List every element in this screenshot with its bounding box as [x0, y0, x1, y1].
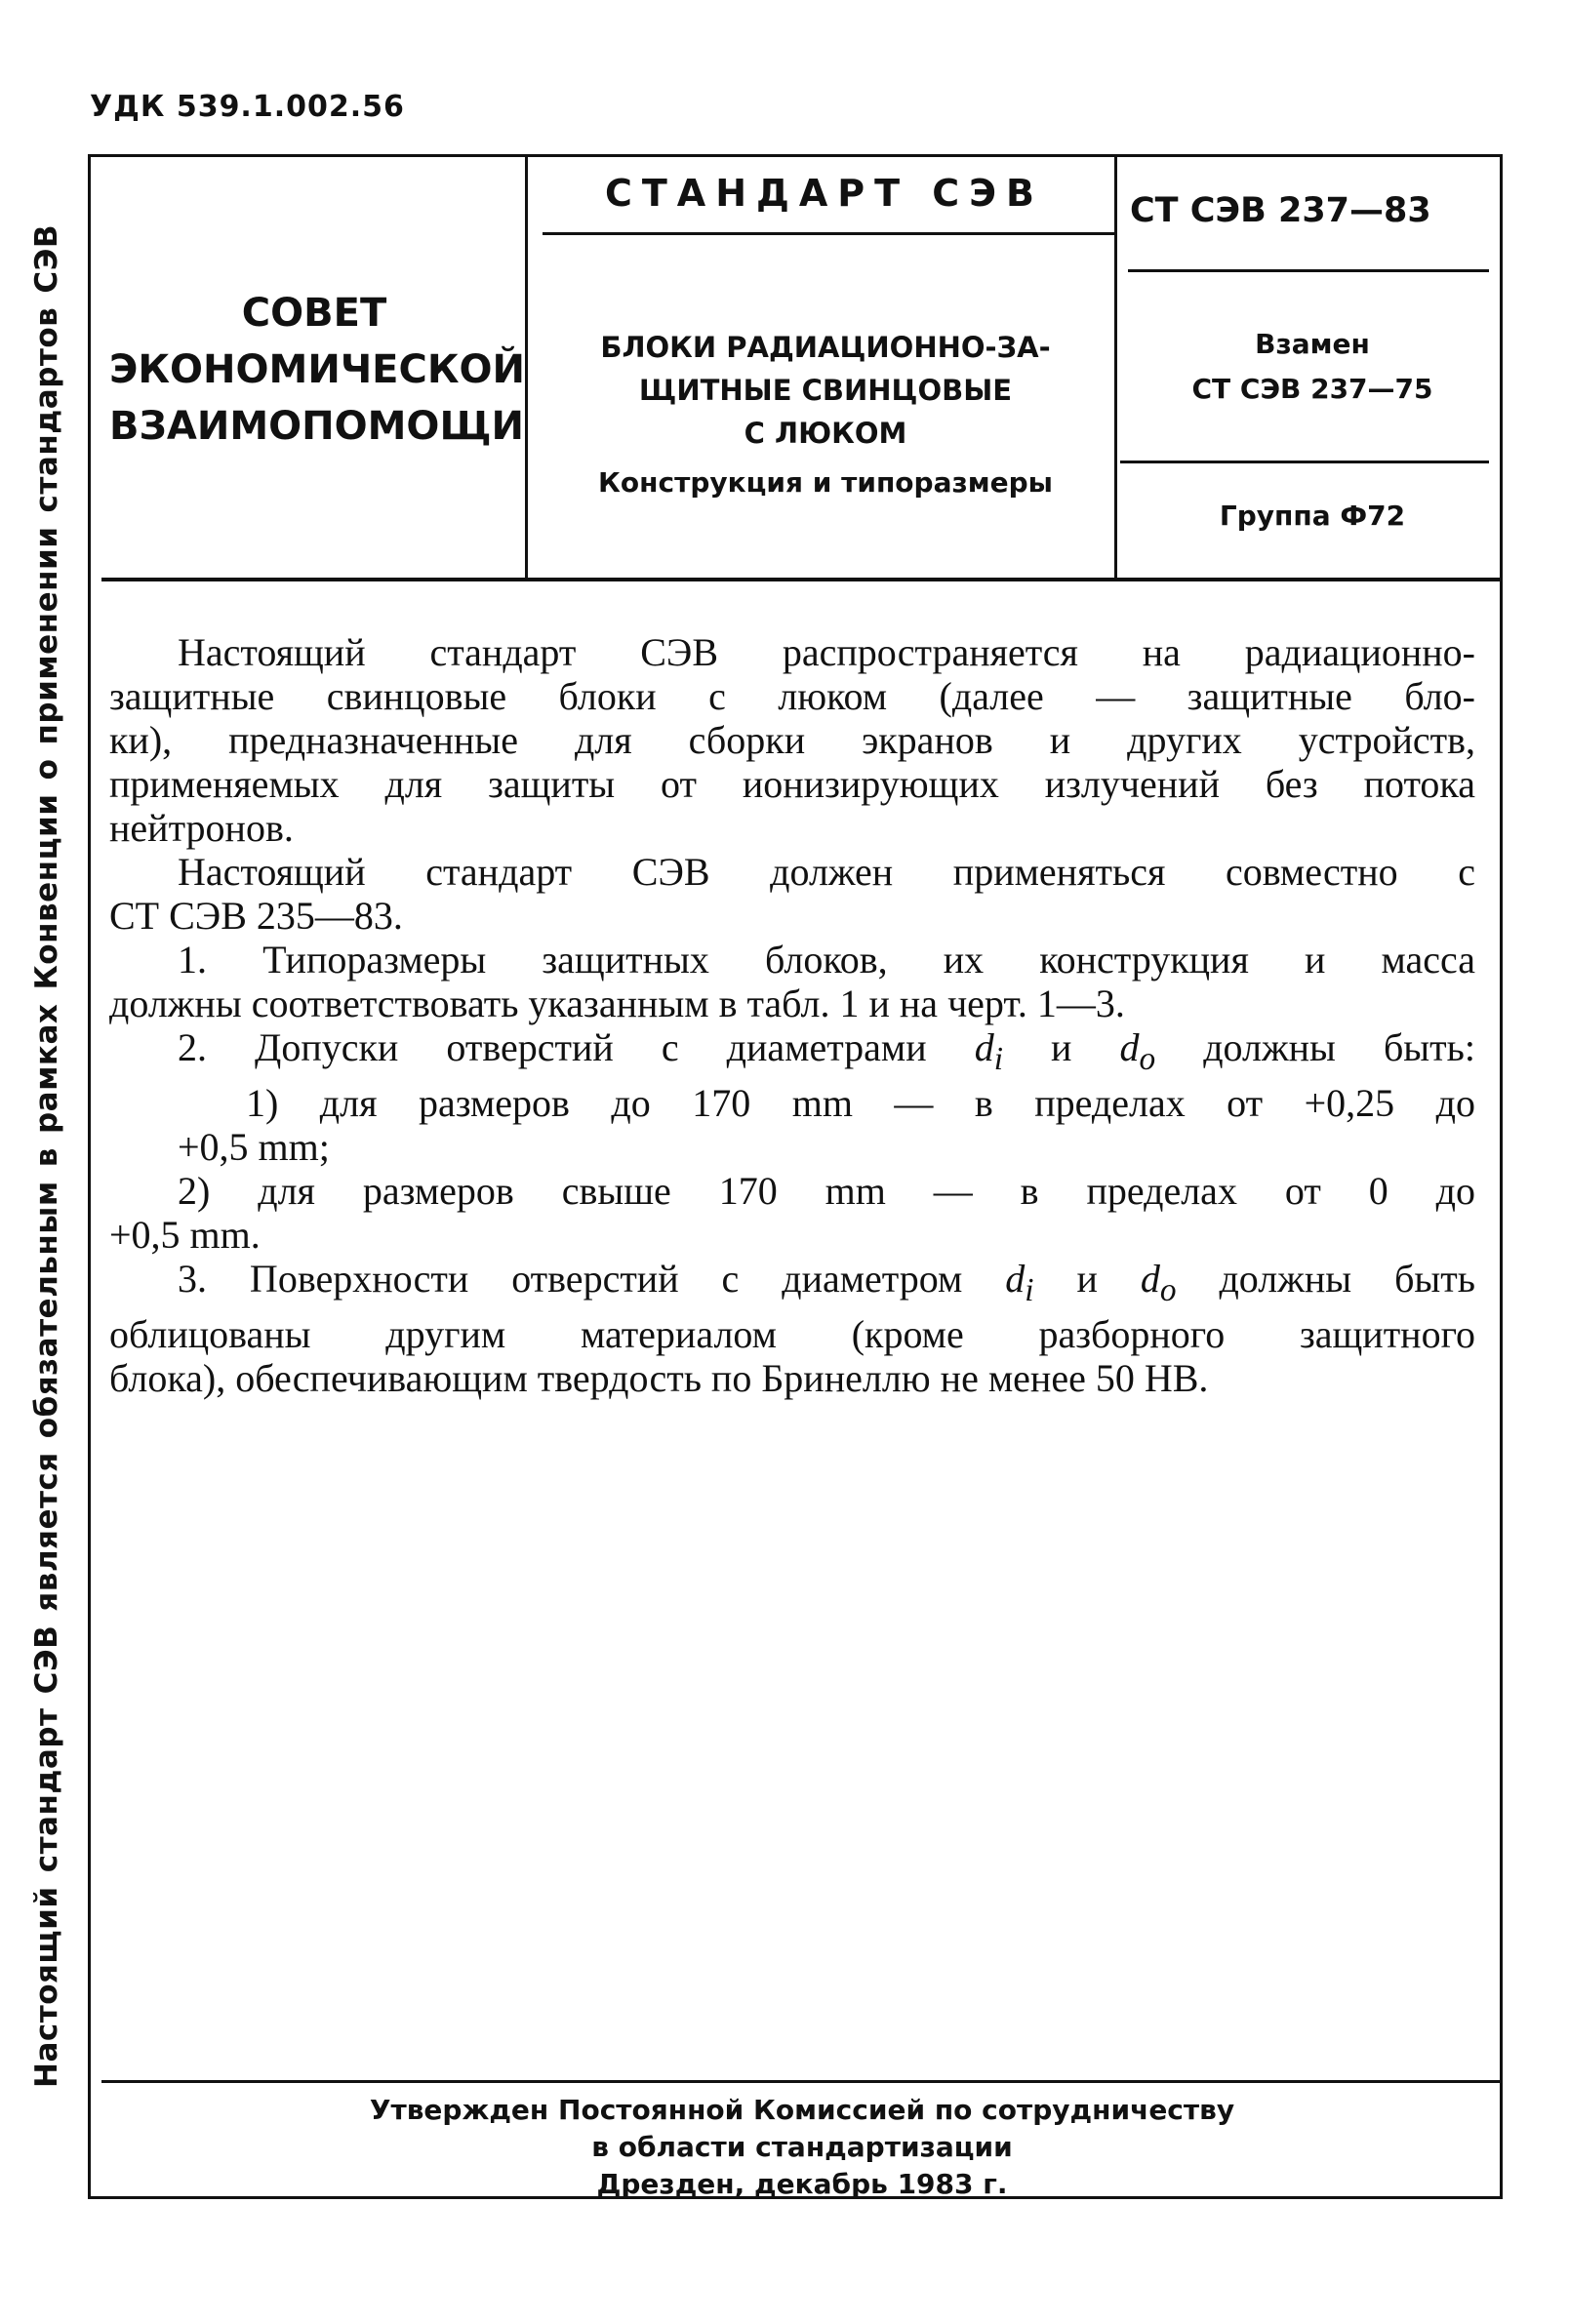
replaces-underline	[1120, 461, 1489, 463]
diameter-symbol: d	[1005, 1257, 1026, 1301]
diameter-subscript: i	[1025, 1272, 1034, 1308]
replaces-line: СТ СЭВ 237—75	[1191, 373, 1433, 405]
approval-line: в области стандартизации	[591, 2131, 1013, 2163]
body-line: облицованы другим материалом (кроме разборного защитного	[109, 1312, 1475, 1356]
standard-title	[543, 326, 1108, 455]
diameter-subscript: o	[1139, 1041, 1156, 1077]
group-code: Группа Ф72	[1219, 500, 1406, 532]
body-line: применяемых для защиты от ионизирующих излучений без потока	[109, 762, 1475, 806]
udk-code: УДК 539.1.002.56	[90, 90, 405, 124]
body-fragment: 3. Поверхности отверстий с диаметром	[178, 1257, 963, 1301]
body-line-surfaces	[109, 1257, 1475, 1312]
council-name	[109, 285, 525, 455]
code-underline	[1128, 269, 1489, 272]
replaces-line: Взамен	[1255, 328, 1370, 360]
body-fragment: 2. Допуски отверстий с диаметрами	[178, 1025, 927, 1069]
replaces-standard	[1132, 322, 1493, 412]
body-line: должны соответствовать указанным в табл. 1 и на черт. 1—3.	[109, 982, 1125, 1025]
body-line: +0,5 mm;	[178, 1125, 330, 1169]
body-line: Настоящий стандарт СЭВ распространяется на радиационно-	[178, 630, 1475, 674]
diameter-subscript: o	[1159, 1272, 1177, 1308]
header-divider-right	[1114, 154, 1117, 578]
approval-line: Утвержден Постоянной Комиссией по сотрудничеству	[369, 2094, 1235, 2126]
body-text	[109, 630, 1475, 1400]
diameter-subscript: i	[993, 1041, 1003, 1077]
body-line: 1) для размеров до 170 mm — в пределах от +0,25 до	[246, 1081, 1475, 1125]
body-line: 1. Типоразмеры защитных блоков, их конструкция и масса	[178, 938, 1475, 982]
council-line: ВЗАИМОПОМОЩИ	[109, 404, 524, 449]
body-line: 2) для размеров свыше 170 mm — в пределах от 0 до	[178, 1169, 1475, 1213]
body-line: Настоящий стандарт СЭВ должен применяться совместно с	[178, 850, 1475, 894]
diameter-symbol: d	[1140, 1257, 1160, 1301]
approval-line: Дрезден, декабрь 1983 г.	[596, 2168, 1008, 2200]
body-fragment: должны быть	[1219, 1257, 1476, 1301]
body-fragment: и	[1051, 1025, 1072, 1069]
header-bottom-border	[101, 578, 1503, 581]
body-line: +0,5 mm.	[109, 1213, 261, 1257]
header-divider-left	[525, 154, 528, 578]
body-fragment: должны быть:	[1203, 1025, 1475, 1069]
frame-top-border	[88, 154, 1503, 157]
standard-label-underline	[543, 232, 1114, 235]
body-line-tolerances	[109, 1025, 1475, 1081]
body-line: блока), обеспечивающим твердость по Бринеллю не менее 50 НВ.	[109, 1356, 1209, 1400]
footer-divider	[101, 2080, 1503, 2083]
diameter-symbol: d	[1119, 1025, 1140, 1069]
body-line: нейтронов.	[109, 806, 294, 850]
council-line: ЭКОНОМИЧЕСКОЙ	[109, 347, 525, 392]
standard-label: СТАНДАРТ СЭВ	[604, 172, 1044, 215]
standard-title-line: С ЛЮКОМ	[744, 417, 907, 450]
standard-subtitle: Конструкция и типоразмеры	[598, 466, 1053, 499]
approval-note	[101, 2092, 1503, 2203]
side-note-vertical: Настоящий стандарт СЭВ является обязательным в рамках Конвенции о применении стандартов СЭВ	[29, 224, 64, 2088]
body-line: защитные свинцовые блоки с люком (далее — защитные бло-	[109, 674, 1475, 718]
standard-code: СТ СЭВ 237—83	[1130, 191, 1431, 230]
standard-title-line: ЩИТНЫЕ СВИНЦОВЫЕ	[638, 374, 1013, 407]
standard-title-line: БЛОКИ РАДИАЦИОННО-ЗА-	[600, 331, 1051, 364]
council-line: СОВЕТ	[241, 291, 387, 336]
body-fragment: и	[1076, 1257, 1098, 1301]
body-line: ки), предназначенные для сборки экранов и других устройств,	[109, 718, 1475, 762]
diameter-symbol: d	[974, 1025, 994, 1069]
body-line: СТ СЭВ 235—83.	[109, 894, 403, 938]
